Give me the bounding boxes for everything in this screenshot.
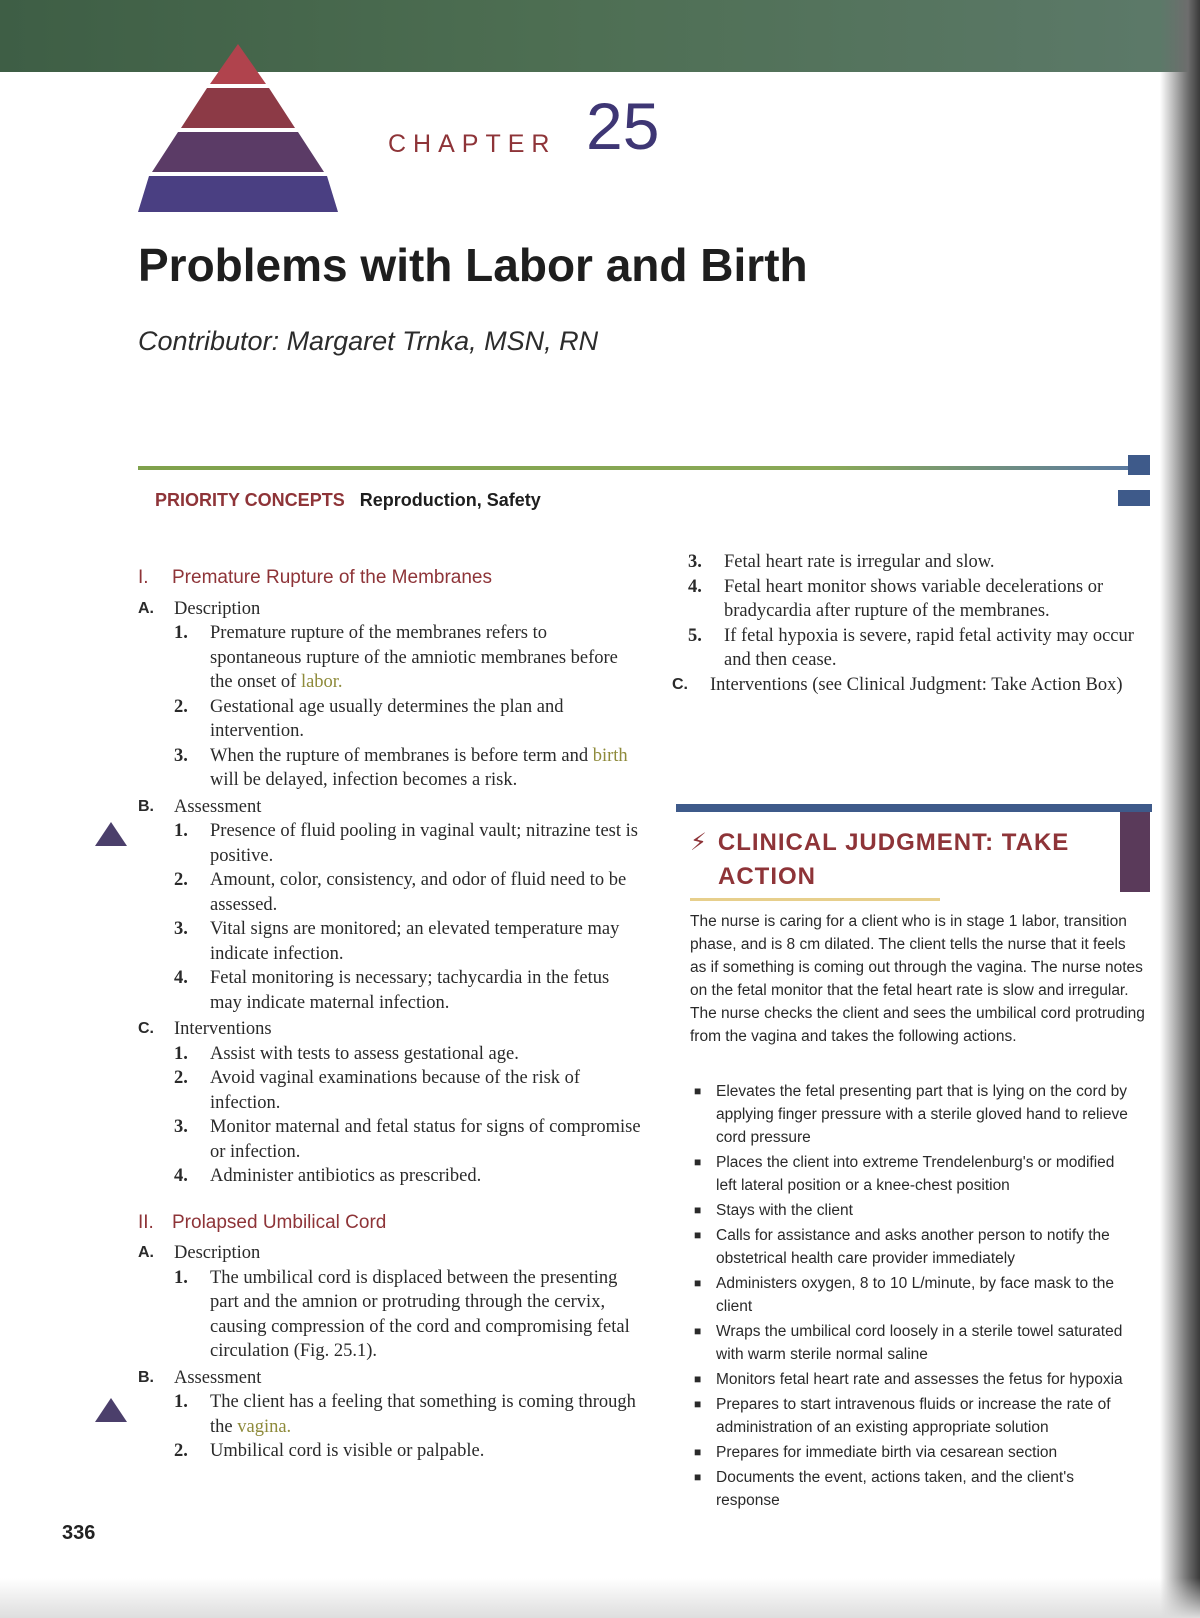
list-item: ■ Places the client into extreme Trendelenburg's or modified left lateral position or a knee-chest position xyxy=(690,1151,1130,1197)
list-item: ■ Calls for assistance and asks another person to notify the obstetrical health care provider immediately xyxy=(690,1224,1130,1270)
list-item: 1. Premature rupture of the membranes refers to spontaneous rupture of the amniotic membranes before the onset of labor. xyxy=(174,623,618,692)
list-item: ■ Prepares to start intravenous fluids or increase the rate of administration of an existing appropriate solution xyxy=(690,1393,1130,1439)
list-item: 5. If fetal hypoxia is severe, rapid fetal activity may occur and then cease. xyxy=(688,625,1134,670)
list-item: 2. Avoid vaginal examinations because of the risk of infection. xyxy=(174,1068,581,1113)
glossary-term: labor. xyxy=(300,672,343,692)
bullet-icon: ■ xyxy=(694,1228,702,1242)
list-item: 2. Umbilical cord is visible or palpable. xyxy=(174,1441,485,1461)
bullet-icon: ■ xyxy=(694,1445,702,1459)
list-item: 4. Administer antibiotics as prescribed. xyxy=(174,1166,482,1186)
list-item: ■ Monitors fetal heart rate and assesses the fetus for hypoxia xyxy=(690,1368,1130,1391)
list-item: 4. Fetal heart monitor shows variable decelerations or bradycardia after rupture of the membranes. xyxy=(688,576,1104,621)
section-heading: II. Prolapsed Umbilical Cord xyxy=(138,1211,387,1233)
bullet-icon: ■ xyxy=(694,1470,702,1484)
subsection-interventions: C. Interventions xyxy=(138,1019,272,1039)
list-item: 2. Amount, color, consistency, and odor of fluid need to be assessed. xyxy=(174,870,627,915)
bullet-icon: ■ xyxy=(694,1397,702,1411)
bullet-icon: ■ xyxy=(694,1276,702,1290)
chapter-label: CHAPTER xyxy=(388,130,557,158)
bullet-icon: ■ xyxy=(694,1084,702,1098)
priority-triangle-icon xyxy=(95,822,127,846)
list-item: 2. Gestational age usually determines the plan and intervention. xyxy=(174,696,564,741)
subsection-description: A. Description xyxy=(138,1243,261,1263)
list-item: ■ Stays with the client xyxy=(690,1199,1130,1222)
chapter-number: 25 xyxy=(586,89,660,163)
list-item: 3. Fetal heart rate is irregular and slow. xyxy=(688,552,995,572)
list-item: 1. Presence of fluid pooling in vaginal vault; nitrazine test is positive. xyxy=(174,821,638,866)
list-item: ■ Elevates the fetal presenting part that is lying on the cord by applying finger pressure with a sterile gloved hand to relieve cord pressure xyxy=(690,1080,1130,1149)
subsection-interventions: C. Interventions (see Clinical Judgment: Take Action Box) xyxy=(672,674,1123,695)
page-edge-shadow xyxy=(1160,0,1200,1618)
callout-title-underline xyxy=(690,898,940,901)
glossary-term: birth xyxy=(592,745,628,766)
page-tab-marker-lower xyxy=(1118,490,1150,506)
list-item: ■ Documents the event, actions taken, and the client's response xyxy=(690,1466,1130,1512)
section-heading: I. Premature Rupture of the Membranes xyxy=(138,567,492,588)
page-tab-marker xyxy=(1128,455,1150,475)
priority-label: PRIORITY CONCEPTS xyxy=(155,490,345,510)
callout-box-header-bar xyxy=(676,804,1152,812)
priority-triangle-icon xyxy=(95,1398,127,1422)
subsection-description: A. Description xyxy=(138,598,261,619)
list-item: 1. The umbilical cord is displaced between the presenting part and the amnion or protruding through the cervix, causing compression of the cord and compromising fetal circulation (Fig. 25.1). xyxy=(174,1267,630,1361)
priority-value: Reproduction, Safety xyxy=(359,490,541,510)
callout-intro-paragraph: The nurse is caring for a client who is in stage 1 labor, transition phase, and is 8 cm dilated. The client tells the nurse that it feels as if something is coming out through the vagina. The nurse notes on the fetal monitor that the fetal heart rate is slow and irregular. The nurse checks the client and sees the umbilical cord protruding from the vagina and takes the following actions. xyxy=(690,913,1145,1045)
list-item: 3. Monitor maternal and fetal status for signs of compromise or infection. xyxy=(174,1117,641,1162)
list-item: ■ Administers oxygen, 8 to 10 L/minute, by face mask to the client xyxy=(690,1272,1130,1318)
page-bottom-shadow xyxy=(0,1578,1200,1618)
section-divider xyxy=(138,466,1128,470)
callout-box-title: ⚡︎ CLINICAL JUDGMENT: TAKE ACTION xyxy=(690,829,1070,890)
bullet-icon: ■ xyxy=(694,1324,702,1338)
list-item: 3. When the rupture of membranes is before term and birth will be delayed, infection becomes a risk. xyxy=(174,745,628,790)
page-title: Problems with Labor and Birth xyxy=(138,239,808,291)
left-column xyxy=(138,566,643,1464)
list-item: 1. The client has a feeling that something is coming through the vagina. xyxy=(174,1392,636,1437)
subsection-assessment: B. Assessment xyxy=(138,796,262,817)
list-item: ■ Wraps the umbilical cord loosely in a sterile towel saturated with warm sterile normal saline xyxy=(690,1320,1130,1366)
callout-action-list xyxy=(690,1080,1130,1514)
bullet-icon: ■ xyxy=(694,1155,702,1169)
bullet-icon: ■ xyxy=(694,1372,702,1386)
lightning-bolt-icon: ⚡︎ xyxy=(690,829,708,856)
list-item: 1. Assist with tests to assess gestational age. xyxy=(174,1043,519,1064)
page-number: 336 xyxy=(62,1522,96,1544)
callout-box-side-tab xyxy=(1120,812,1150,892)
priority-concepts xyxy=(155,490,541,511)
bullet-icon: ■ xyxy=(694,1203,702,1217)
contributor-line: Contributor: Margaret Trnka, MSN, RN xyxy=(138,326,599,356)
chapter-pyramid-icon xyxy=(138,44,338,216)
glossary-term: vagina. xyxy=(237,1416,292,1437)
list-item: 4. Fetal monitoring is necessary; tachycardia in the fetus may indicate maternal infection. xyxy=(174,968,610,1013)
list-item: ■ Prepares for immediate birth via cesarean section xyxy=(690,1441,1130,1464)
list-item: 3. Vital signs are monitored; an elevated temperature may indicate infection. xyxy=(174,919,620,964)
subsection-assessment: B. Assessment xyxy=(138,1367,262,1388)
right-column xyxy=(672,550,1146,697)
